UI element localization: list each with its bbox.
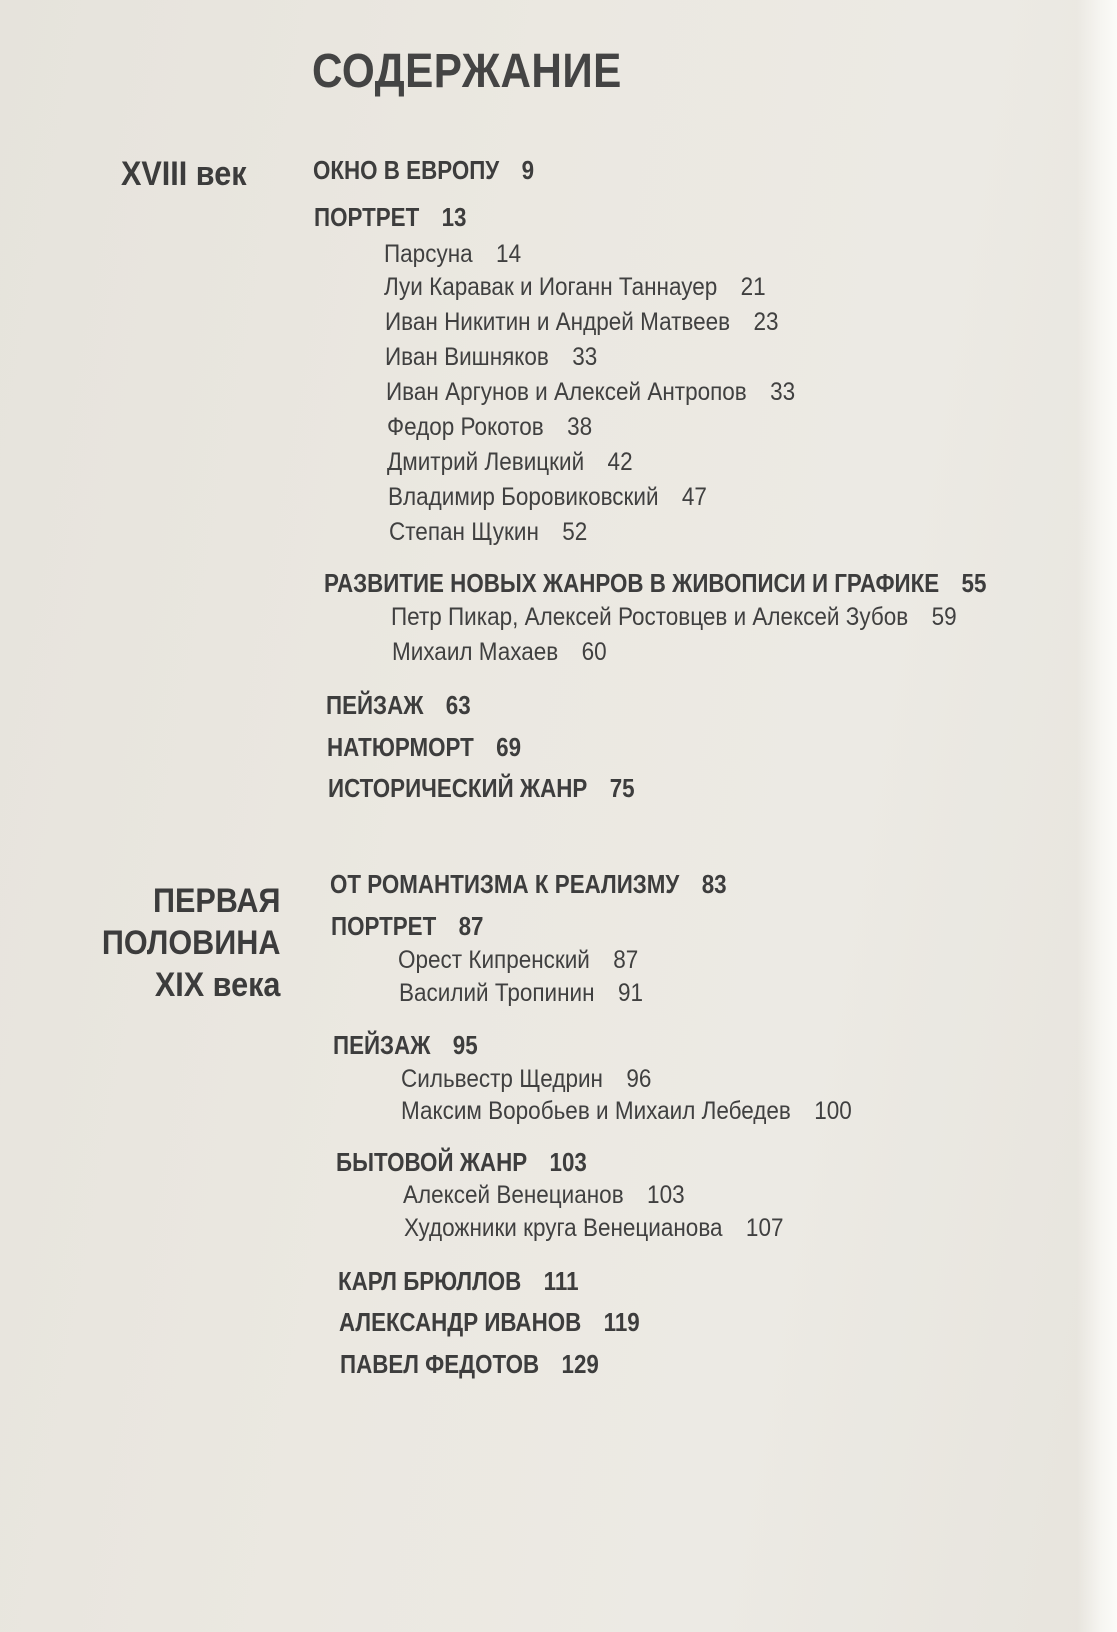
toc-page-number: 100 (814, 1097, 852, 1125)
toc-entry-title: НАТЮРМОРТ (327, 732, 474, 762)
toc-page-number: 83 (701, 869, 727, 899)
toc-entry-title: КАРЛ БРЮЛЛОВ (338, 1266, 522, 1296)
toc-page-number: 23 (753, 308, 779, 336)
toc-entry-title: ОТ РОМАНТИЗМА К РЕАЛИЗМУ (330, 869, 680, 899)
toc-entry-title: Максим Воробьев и Михаил Лебедев (401, 1097, 791, 1125)
era-line: XVIII век (121, 155, 247, 193)
toc-chapter-entry (339, 1307, 640, 1338)
toc-entry-title: РАЗВИТИЕ НОВЫХ ЖАНРОВ В ЖИВОПИСИ И ГРАФИКЕ (324, 568, 940, 598)
toc-page-number: 60 (581, 638, 607, 666)
toc-entry-title: ПЕЙЗАЖ (333, 1030, 431, 1060)
toc-entry-title: Василий Тропинин (399, 979, 595, 1007)
toc-subentry (386, 378, 795, 407)
toc-subentry (388, 483, 707, 512)
toc-subentry (384, 273, 766, 302)
toc-entry-title: Алексей Венецианов (403, 1181, 624, 1209)
toc-subentry (387, 448, 633, 477)
toc-subentry (401, 1097, 852, 1126)
toc-page-number: 96 (626, 1065, 652, 1093)
toc-entry-title: БЫТОВОЙ ЖАНР (336, 1147, 528, 1177)
toc-chapter-entry (314, 202, 466, 233)
toc-page-number: 119 (603, 1307, 640, 1337)
toc-entry-title: Иван Никитин и Андрей Матвеев (385, 308, 731, 336)
toc-page-number: 21 (740, 273, 766, 301)
toc-chapter-entry (338, 1266, 579, 1297)
toc-subentry (387, 413, 592, 442)
toc-page-number: 55 (961, 568, 987, 598)
toc-page-number: 52 (562, 518, 588, 546)
toc-page-number: 14 (496, 240, 522, 268)
toc-subentry (391, 603, 957, 632)
toc-entry-title: ПЕЙЗАЖ (326, 690, 424, 720)
toc-chapter-entry (330, 869, 727, 900)
toc-subentry (398, 946, 638, 975)
toc-page-number: 38 (567, 413, 593, 441)
toc-entry-title: Дмитрий Левицкий (387, 448, 585, 476)
toc-chapter-entry (326, 690, 471, 721)
toc-page-number: 63 (445, 690, 471, 720)
toc-subentry (385, 308, 779, 337)
toc-entry-title: Михаил Махаев (392, 638, 559, 666)
toc-subentry (399, 979, 643, 1008)
toc-page-number: 42 (607, 448, 633, 476)
toc-page-number: 95 (452, 1030, 478, 1060)
toc-entry-title: Сильвестр Щедрин (401, 1065, 603, 1093)
toc-entry-title: Иван Вишняков (385, 343, 549, 371)
toc-chapter-entry (313, 155, 534, 186)
toc-entry-title: Художники круга Венецианова (404, 1214, 723, 1242)
toc-page-number: 103 (549, 1147, 587, 1177)
toc-page-number: 87 (613, 946, 639, 974)
toc-subentry (403, 1181, 685, 1210)
toc-subentry (389, 518, 587, 547)
page-edge (1077, 0, 1117, 1632)
toc-subentry (385, 343, 597, 372)
toc-page-number: 33 (572, 343, 598, 371)
section-era (121, 153, 247, 195)
toc-chapter-entry (327, 732, 521, 763)
toc-subentry (401, 1065, 651, 1094)
toc-chapter-entry (340, 1349, 599, 1380)
toc-page-number: 47 (681, 483, 707, 511)
toc-entry-title: ПОРТРЕТ (314, 202, 420, 232)
toc-entry-title: Парсуна (384, 240, 473, 268)
toc-chapter-entry (328, 773, 635, 804)
toc-page-number: 129 (561, 1349, 599, 1379)
toc-entry-title: Владимир Боровиковский (388, 483, 659, 511)
toc-entry-title: Петр Пикар, Алексей Ростовцев и Алексей Зубов (391, 603, 909, 631)
toc-entry-title: ИСТОРИЧЕСКИЙ ЖАНР (328, 773, 588, 803)
toc-entry-title: АЛЕКСАНДР ИВАНОВ (339, 1307, 582, 1337)
toc-page-number: 69 (496, 732, 522, 762)
toc-entry-title: Иван Аргунов и Алексей Антропов (386, 378, 747, 406)
toc-chapter-entry (336, 1147, 587, 1178)
era-line: XIX века (154, 966, 280, 1004)
toc-page-number: 9 (521, 155, 535, 185)
toc-entry-title: Луи Каравак и Иоганн Таннауер (384, 273, 718, 301)
toc-subentry (404, 1214, 783, 1243)
toc-subentry (384, 240, 521, 269)
toc-page-number: 59 (931, 603, 957, 631)
toc-entry-title: ОКНО В ЕВРОПУ (313, 155, 500, 185)
toc-page-number: 111 (543, 1266, 579, 1296)
toc-entry-title: Степан Щукин (389, 518, 539, 546)
toc-page-number: 107 (745, 1214, 784, 1242)
toc-chapter-entry (331, 911, 483, 942)
toc-entry-title: Орест Кипренский (398, 946, 590, 974)
toc-subentry (392, 638, 607, 667)
toc-page-number: 103 (647, 1181, 685, 1209)
era-line: ПОЛОВИНА (101, 924, 280, 962)
toc-chapter-entry (324, 568, 986, 599)
toc-entry-title: ПОРТРЕТ (331, 911, 437, 941)
page-title: СОДЕРЖАНИЕ (312, 45, 622, 98)
era-line: ПЕРВАЯ (152, 882, 280, 920)
toc-page-number: 33 (770, 378, 796, 406)
toc-chapter-entry (333, 1030, 478, 1061)
toc-entry-title: ПАВЕЛ ФЕДОТОВ (340, 1349, 540, 1379)
toc-entry-title: Федор Рокотов (387, 413, 544, 441)
toc-page-number: 91 (617, 979, 643, 1007)
toc-page-number: 13 (441, 202, 467, 232)
section-era (101, 880, 280, 1006)
toc-page-number: 75 (609, 773, 635, 803)
toc-page-number: 87 (458, 911, 484, 941)
